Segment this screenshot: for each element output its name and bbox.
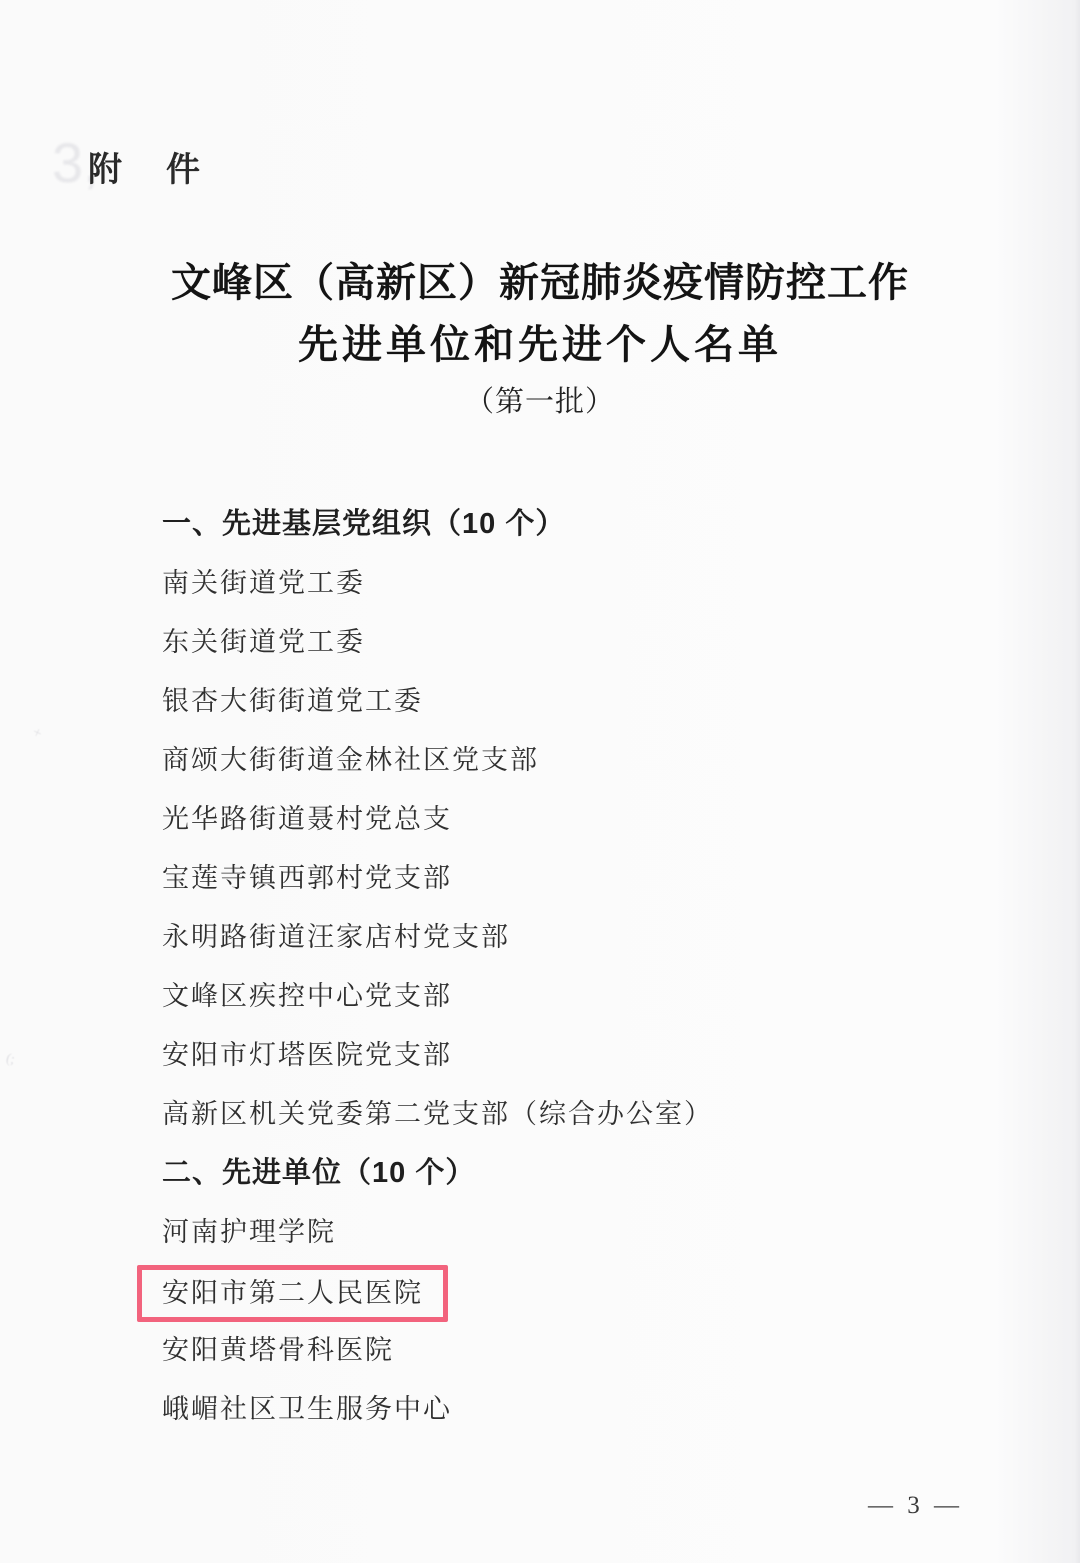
list-item: 永明路街道汪家店村党支部 [162,922,510,952]
page-number: — 3 — [868,1492,963,1519]
list-item: 安阳市灯塔医院党支部 [162,1040,452,1070]
list-item: 文峰区疾控中心党支部 [162,981,452,1011]
title-subtitle: （第一批） [464,386,615,418]
scan-ghost-mark: 3, [52,131,99,194]
title-line-2: 先进单位和先进个人名单 [298,322,782,367]
list-item: 银杏大街街道党工委 [162,686,423,716]
list-item: 商颂大街街道金林社区党支部 [162,745,539,775]
list-item: 峨嵋社区卫生服务中心 [162,1394,452,1424]
list-item: 宝莲寺镇西郭村党支部 [162,863,452,893]
list-item: 东关街道党工委 [162,627,365,657]
scan-speck: × [31,725,45,742]
highlight-box [137,1265,448,1322]
section-2-heading: 二、先进单位（10 个） [162,1157,476,1189]
list-item: 光华路街道聂村党总支 [162,804,452,834]
list-item-text: 安阳市第二人民医院 [162,1278,423,1309]
list-item: 高新区机关党委第二党支部（综合办公室） [162,1099,713,1129]
list-item: 南关街道党工委 [162,568,365,598]
scan-speck: (; [4,1051,17,1068]
attachment-label: 附件 [88,151,244,189]
section-1-heading: 一、先进基层党组织（10 个） [162,508,566,540]
document-body [162,495,1020,1439]
list-item: 河南护理学院 [162,1217,336,1247]
list-item: 安阳黄塔骨科医院 [162,1335,394,1365]
title-line-1: 文峰区（高新区）新冠肺炎疫情防控工作 [171,260,909,305]
list-item-highlighted [162,1262,1020,1321]
document-title [0,252,1080,424]
